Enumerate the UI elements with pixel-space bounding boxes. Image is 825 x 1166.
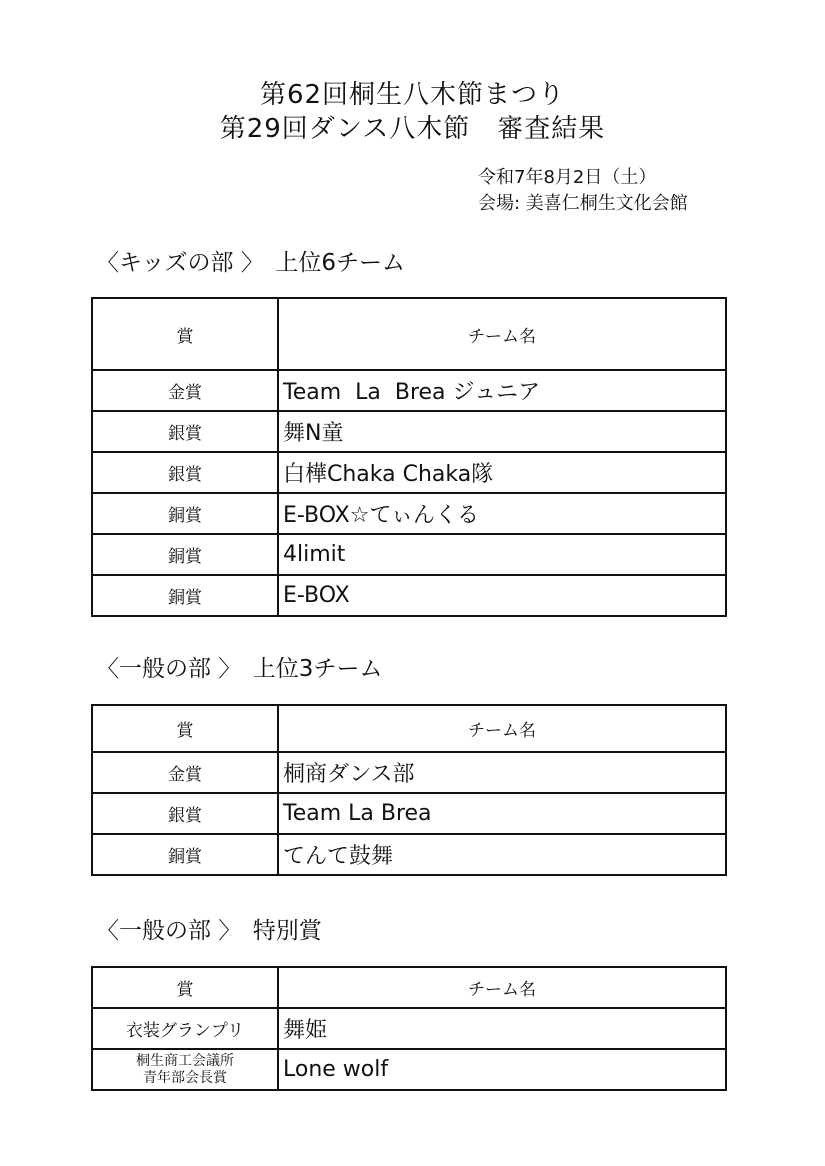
results-table-general: [91, 704, 727, 876]
team-cell: E-BOX☆てぃんくる: [278, 493, 726, 534]
column-header-award: 賞: [92, 705, 278, 752]
event-venue: 会場: 美喜仁桐生文化会館: [478, 193, 688, 214]
award-cell: 銅賞: [92, 575, 278, 616]
award-cell: [92, 1049, 278, 1090]
page-title: 第62回桐生八木節まつり: [259, 80, 566, 110]
team-cell: Team La Brea: [278, 793, 726, 834]
award-cell: 金賞: [92, 370, 278, 411]
section-heading-general: 〈一般の部 〉 上位3チーム: [96, 656, 383, 682]
team-cell: Team La Brea ジュニア: [278, 370, 726, 411]
award-cell: 金賞: [92, 752, 278, 793]
section-heading-special: 〈一般の部 〉 特別賞: [96, 918, 322, 944]
section-heading-kids: 〈キッズの部 〉 上位6チーム: [96, 250, 405, 276]
table-row: [92, 575, 726, 616]
table-row: [92, 1008, 726, 1049]
event-date: 令和7年8月2日（土）: [478, 167, 657, 188]
award-cell: 銀賞: [92, 411, 278, 452]
award-line-1: 桐生商工会議所: [136, 1052, 234, 1069]
table-row: [92, 493, 726, 534]
team-cell: Lone wolf: [278, 1049, 726, 1090]
award-cell: 銅賞: [92, 834, 278, 875]
team-cell: 舞N童: [278, 411, 726, 452]
team-cell: E-BOX: [278, 575, 726, 616]
column-header-award: 賞: [92, 298, 278, 370]
table-row: [92, 411, 726, 452]
page-subtitle: 第29回ダンス八木節 審査結果: [219, 114, 606, 144]
award-cell: 衣装グランプリ: [92, 1008, 278, 1049]
award-cell: 銅賞: [92, 534, 278, 575]
column-header-team: チーム名: [278, 298, 726, 370]
table-row: [92, 1049, 726, 1090]
table-header-row: [92, 298, 726, 370]
table-row: [92, 834, 726, 875]
column-header-team: チーム名: [278, 705, 726, 752]
team-cell: 白樺Chaka Chaka隊: [278, 452, 726, 493]
team-cell: てんて鼓舞: [278, 834, 726, 875]
table-row: [92, 370, 726, 411]
table-header-row: [92, 705, 726, 752]
table-row: [92, 452, 726, 493]
table-row: [92, 534, 726, 575]
award-cell: 銀賞: [92, 793, 278, 834]
award-line-2: 青年部会長賞: [143, 1069, 227, 1086]
column-header-award: 賞: [92, 967, 278, 1008]
award-cell: 銀賞: [92, 452, 278, 493]
team-cell: 桐商ダンス部: [278, 752, 726, 793]
team-cell: 4limit: [278, 534, 726, 575]
table-header-row: [92, 967, 726, 1008]
results-table-kids: [91, 297, 727, 617]
table-row: [92, 752, 726, 793]
table-row: [92, 793, 726, 834]
team-cell: 舞姫: [278, 1008, 726, 1049]
results-table-special: [91, 966, 727, 1091]
column-header-team: チーム名: [278, 967, 726, 1008]
award-cell: 銅賞: [92, 493, 278, 534]
